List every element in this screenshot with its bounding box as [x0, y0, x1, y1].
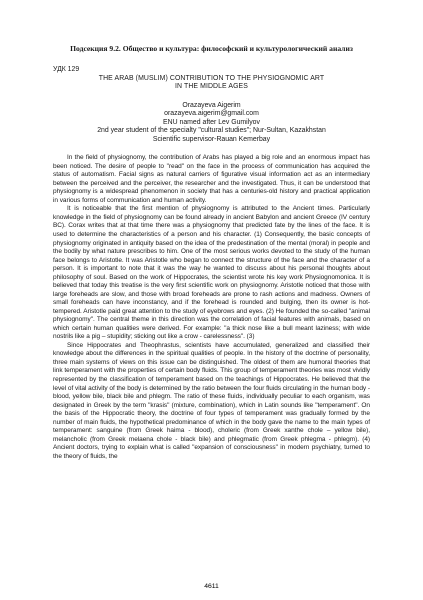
author-university: ENU named after Lev Gumilyov: [163, 118, 260, 126]
author-block: [53, 102, 370, 145]
author-position: 2nd year student of the specialty "cultural studies"; Nur-Sultan, Kazakhstan: [97, 127, 326, 135]
page-number: 4611: [204, 583, 219, 590]
udk-code: УДК 129: [53, 66, 80, 73]
section-heading: Подсекция 9.2. Общество и культура: философский и культурологический анализ: [70, 44, 353, 53]
paper-title-line-2: IN THE MIDDLE AGES: [175, 83, 248, 91]
body-paragraph: It is noticeable that the first mention of physiognomy is attributed to the Ancient times. Particularly knowledge in the field of physiognomy can be found already in ancient Babylon and ancient Greece (IV century BC). Corax writes that at that time there was a physiognomy that predicted fate by the lines of the face. It is used to determine the characteristics of a person and his character. (1) Consequently, the basic concepts of physiognomy originated in antiquity based on the idea of the predestination of the mental (moral) in people and the bodily by what nature prescribes to him. One of the most serious works devoted to the study of the human face belongs to Aristotle. It was Aristotle who began to connect the structure of the face and the character of a person. It is important to note that it was the way he wanted to discuss about his personal thoughts about philosophy of soul. Based on the work of Hippocrates, the scientist wrote his key work Physiognomonica. It is believed that today this treatise is the very first scientific work on physiognomy. Aristotle noticed that those with large foreheads are slow, and those with broad foreheads are prone to rash actions and madness. Owners of small foreheads can have inconstancy, and if the forehead is rounded and bulging, then its owner is hot-tempered. Aristotle paid great attention to the study of eyebrows and eyes. (2) He founded the so-called "animal physiognomy". The central theme in this direction was the correlation of facial features with animals, based on which certain human qualities were derived. For example: "a thick nose like a bull meant laziness; with wide nostrils like a pig – stupidity; sticking out like a crow - carelessness". (3): [53, 205, 370, 341]
body-paragraph: In the field of physiognomy, the contribution of Arabs has played a big role and an enormous impact has been noticed. The desire of people to "read" on the face in the process of communication has acquired the status of automatism. Facial signs as natural carriers of figurative visual information act as an intermediary between the perceived and the perceiver, the researcher and the investigated. Thus, it can be understood that physiognomy is a widespread phenomenon in society that has a centuries-old history and practical application in various forms of communication and human activity.: [53, 154, 370, 204]
author-email: orazayeva.aigerim@gmail.com: [164, 110, 259, 118]
paper-title-line-1: THE ARAB (MUSLIM) CONTRIBUTION TO THE PHYSIOGNOMIC ART: [98, 74, 325, 82]
body-paragraph: Since Hippocrates and Theophrastus, scientists have accumulated, generalized and classified their knowledge about the differences in the spiritual qualities of people. In the history of the doctrine of personality, three main systems of views on this issue can be distinguished. The oldest of them are humoral theories that link temperament with the properties of certain body fluids. This group of temperament theories was most vividly represented by the classification of temperament based on the teachings of Hippocrates. He believed that the level of vital activity of the body is determined by the ratio between the four fluids circulating in the human body - blood, yellow bile, black bile and phlegm. The ratio of these fluids, individually peculiar to each organism, was designated in Greek by the term "krasis" (mixture, combination), which in Latin sounds like "temperament". On the basis of the Hippocratic theory, the doctrine of four types of temperament was gradually formed by the number of main fluids, the hypothetical predominance of which in the body gave the name to the main types of temperament: sanguine (from Greek haima - blood), choleric (from Greek xanthe chole – yellow bile), melancholic (from Greek melaena chole - black bile) and phlegmatic (from Greek phlegma - phlegm). (4) Ancient doctors, trying to explain what is called "expansion of consciousness" in modern psychiatry, turned to the theory of fluids, the: [53, 341, 370, 460]
author-supervisor: Scientific supervisor-Rauan Kemerbay: [152, 135, 271, 143]
author-name: Orazayeva Aigerim: [182, 101, 241, 109]
